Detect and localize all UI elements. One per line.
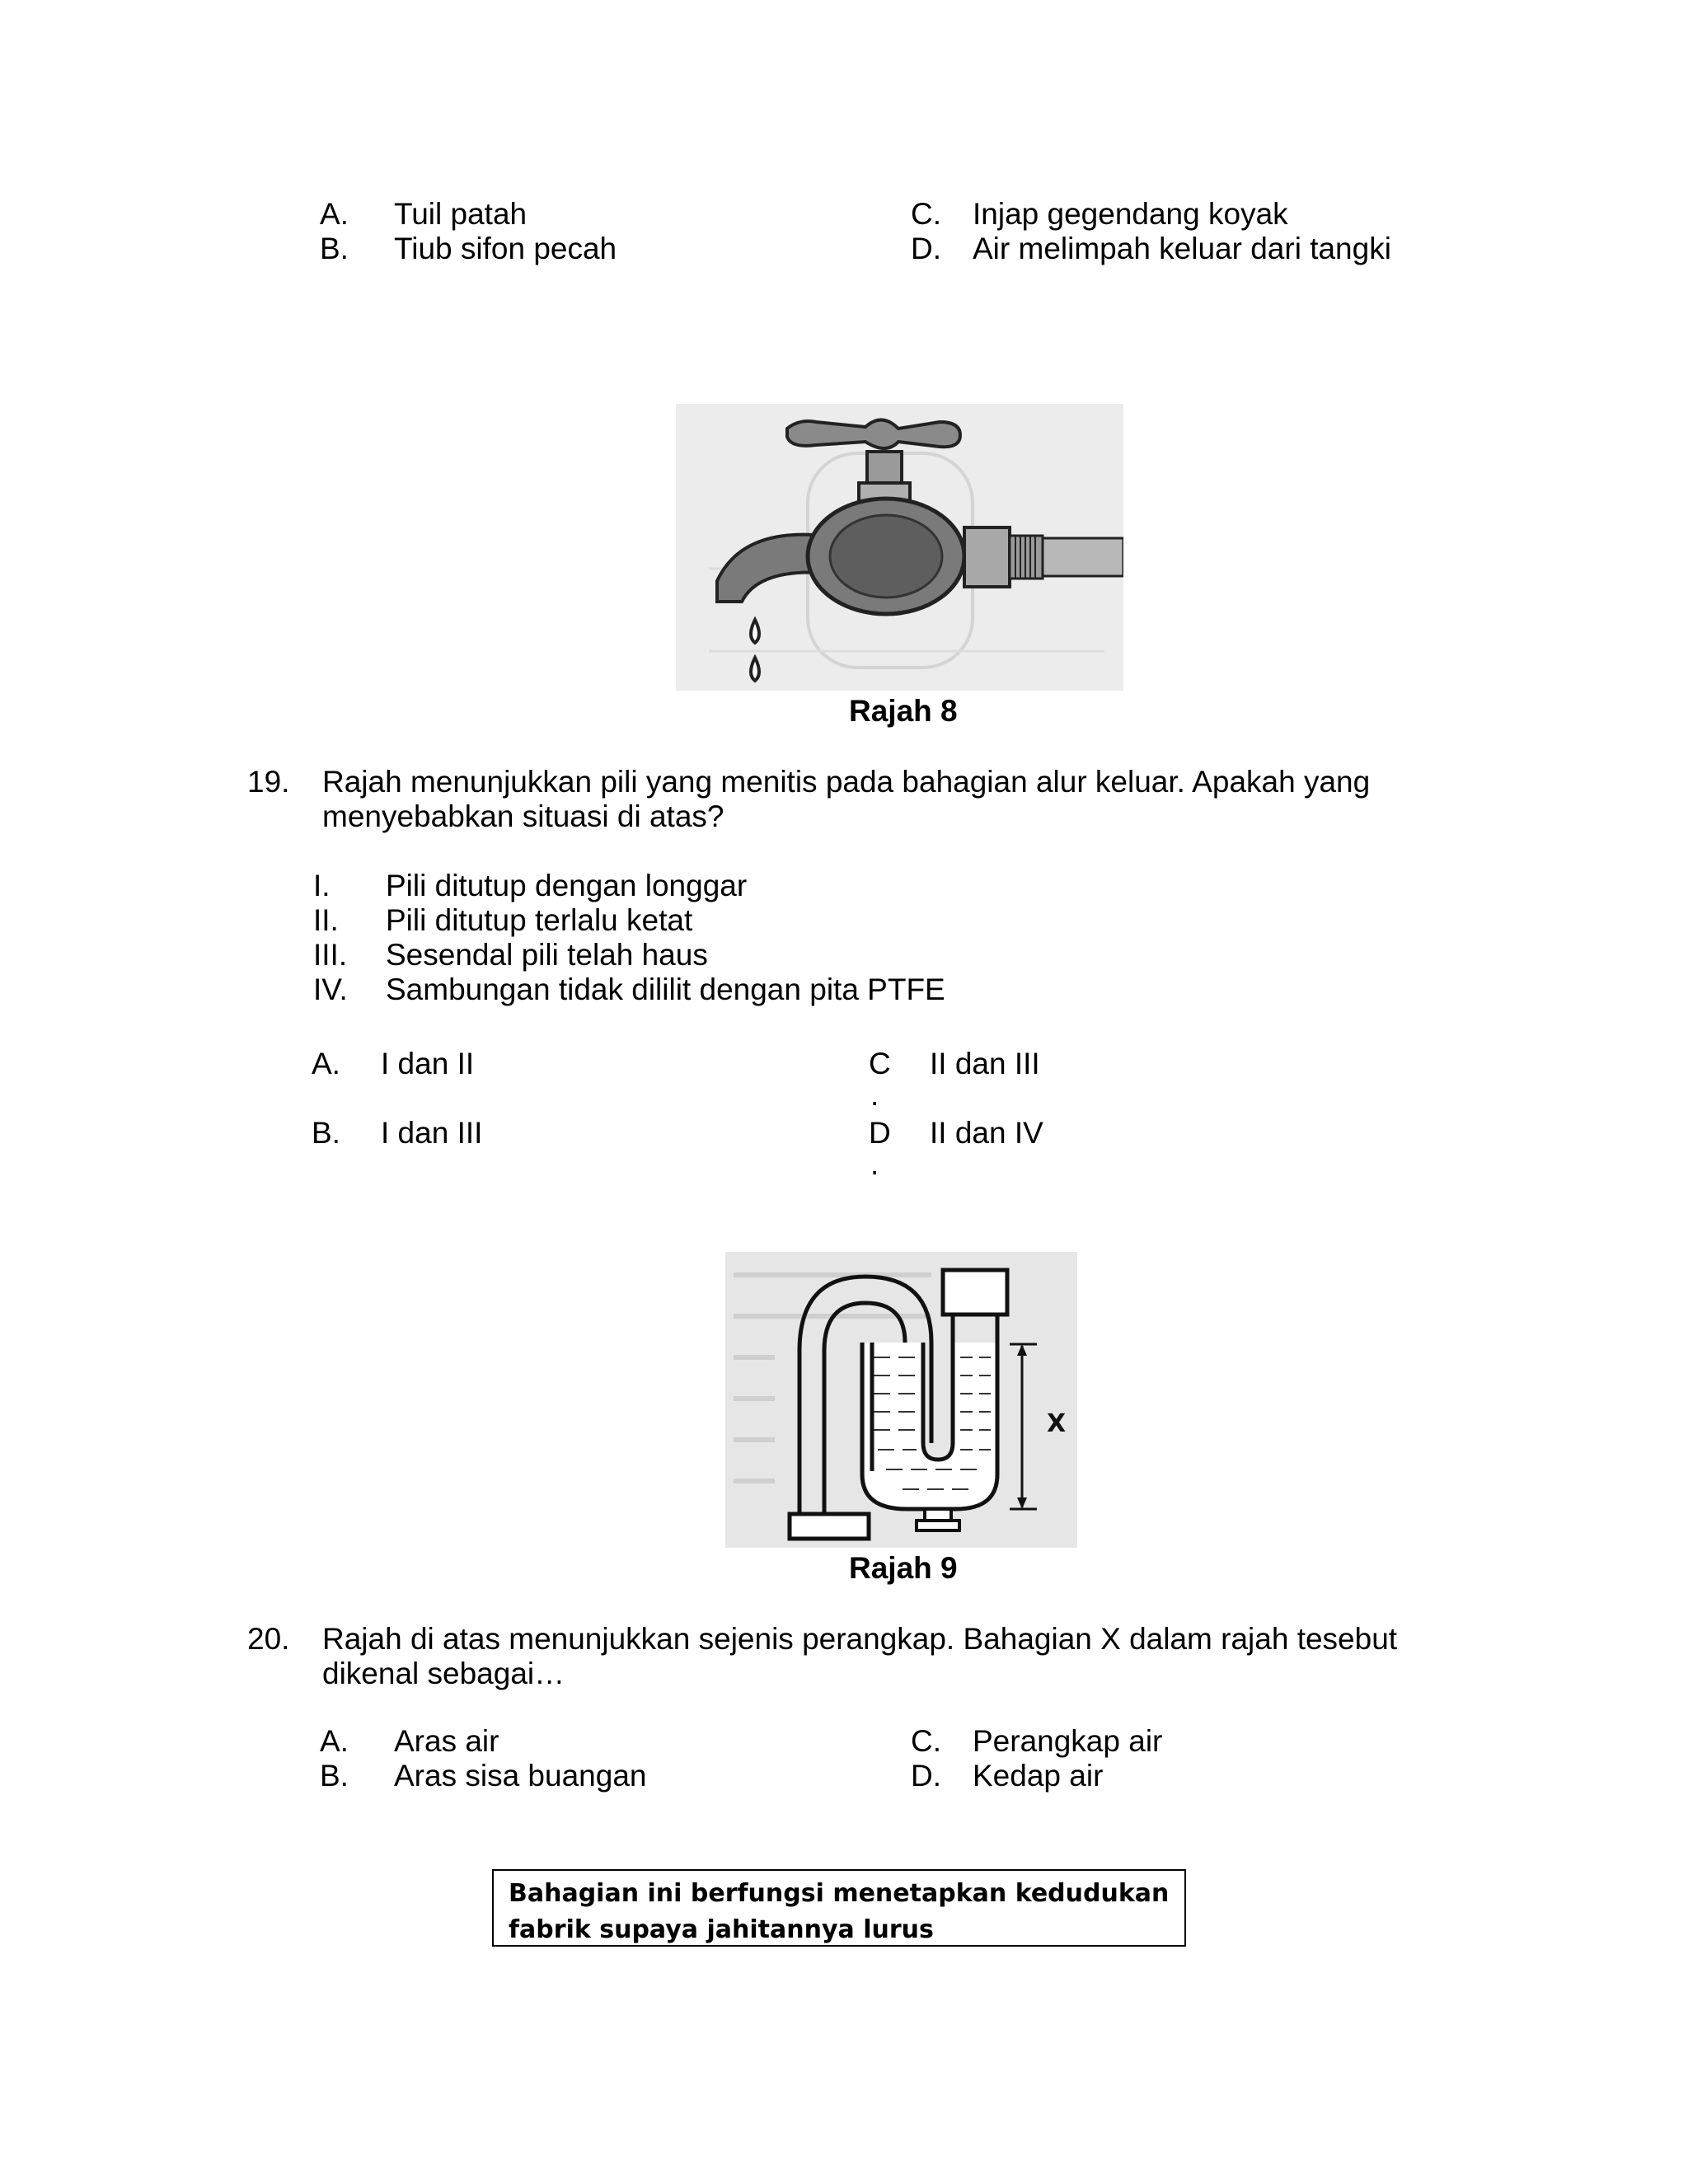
- question-number: 20.: [247, 1622, 290, 1656]
- option-dot: .: [870, 1078, 879, 1112]
- option-text: I dan II: [381, 1047, 475, 1080]
- figure-caption: Rajah 9: [849, 1551, 958, 1585]
- option-text: Perangkap air: [973, 1724, 1163, 1758]
- option-letter: D: [869, 1116, 891, 1150]
- option-text: Kedap air: [973, 1759, 1104, 1793]
- statement-roman: I.: [313, 869, 331, 902]
- statement-roman: II.: [313, 903, 339, 937]
- option-letter: A.: [320, 1724, 349, 1758]
- option-letter: C.: [911, 1724, 941, 1758]
- question-text: Rajah menunjukkan pili yang menitis pada bahagian alur keluar. Apakah yang: [322, 765, 1371, 799]
- option-letter: D.: [911, 232, 941, 265]
- option-text: II dan III: [930, 1047, 1040, 1080]
- statement-text: Pili ditutup dengan longgar: [386, 869, 748, 902]
- option-letter: A.: [312, 1047, 340, 1080]
- question-text: Rajah di atas menunjukkan sejenis perangkap. Bahagian X dalam rajah tesebut: [322, 1622, 1398, 1656]
- statement-text: Pili ditutup terlalu ketat: [386, 903, 693, 937]
- note-box: [492, 1869, 1186, 1947]
- question-text: dikenal sebagai…: [322, 1657, 565, 1690]
- note-line: Bahagian ini berfungsi menetapkan kedudukan: [509, 1879, 1170, 1908]
- option-letter: B.: [320, 232, 349, 265]
- option-text: II dan IV: [930, 1116, 1043, 1150]
- option-text: Aras air: [394, 1724, 499, 1758]
- dimension-label-x: X: [1047, 1409, 1067, 1438]
- statement-text: Sesendal pili telah haus: [386, 938, 708, 972]
- question-number: 19.: [247, 765, 290, 799]
- option-text: Tuil patah: [394, 197, 528, 231]
- option-letter: C: [869, 1047, 891, 1080]
- trap-pipe-icon: [725, 1252, 1077, 1548]
- statement-roman: III.: [313, 938, 348, 972]
- option-letter: B.: [312, 1116, 340, 1150]
- question-text: menyebabkan situasi di atas?: [322, 799, 724, 833]
- option-text: Aras sisa buangan: [394, 1759, 647, 1793]
- option-letter: A.: [320, 197, 349, 231]
- option-text: I dan III: [381, 1116, 483, 1150]
- statement-text: Sambungan tidak dililit dengan pita PTFE: [386, 972, 945, 1006]
- note-line: fabrik supaya jahitannya lurus: [509, 1915, 934, 1944]
- option-text: Air melimpah keluar dari tangki: [973, 232, 1391, 265]
- option-letter: D.: [911, 1759, 941, 1793]
- figure-caption: Rajah 8: [849, 694, 958, 728]
- option-letter: B.: [320, 1759, 349, 1793]
- dripping-tap-icon: [676, 404, 1123, 691]
- option-dot: .: [870, 1147, 879, 1181]
- statement-roman: IV.: [313, 972, 348, 1006]
- option-text: Tiub sifon pecah: [394, 232, 617, 265]
- option-letter: C.: [911, 197, 941, 231]
- option-text: Injap gegendang koyak: [973, 197, 1288, 231]
